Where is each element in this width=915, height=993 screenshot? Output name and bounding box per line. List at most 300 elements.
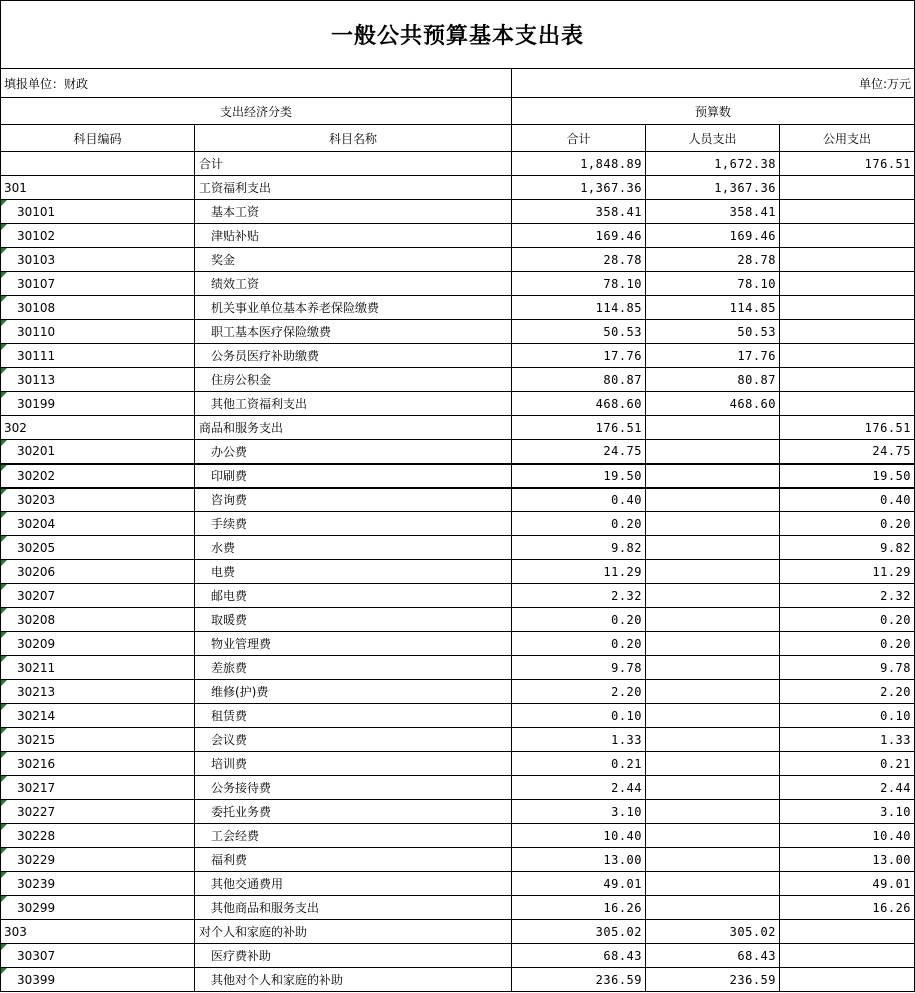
cell-personnel-text: 1,367.36 [714, 180, 776, 195]
header-budget: 预算数 [512, 98, 915, 125]
cell-name-text: 公务员医疗补助缴费 [211, 349, 320, 363]
cell-public [780, 872, 915, 896]
table-row [1, 776, 915, 800]
cell-code [1, 680, 195, 704]
cell-name-text: 福利费 [211, 853, 248, 867]
cell-total [512, 728, 646, 752]
table-row [1, 608, 915, 632]
cell-personnel [646, 392, 780, 416]
cell-name-text: 其他对个人和家庭的补助 [211, 973, 344, 987]
header-name: 科目名称 [195, 125, 512, 152]
cell-marker-icon [1, 392, 7, 398]
table-row [1, 248, 915, 272]
cell-public-text: 176.51 [864, 156, 912, 171]
cell-total-text: 78.10 [603, 276, 642, 291]
cell-name-text: 手续费 [211, 517, 248, 531]
cell-name [195, 344, 512, 368]
cell-public-text: 13.00 [872, 852, 912, 867]
cell-total-text: 11.29 [603, 564, 642, 579]
cell-name [195, 488, 512, 512]
cell-marker-icon [1, 536, 7, 542]
cell-code-text: 30216 [17, 756, 56, 771]
cell-public [780, 920, 915, 944]
cell-total-text: 9.82 [611, 540, 642, 555]
cell-personnel [646, 824, 780, 848]
cell-code [1, 560, 195, 584]
table-row [1, 392, 915, 416]
cell-marker-icon [1, 440, 7, 446]
cell-name-text: 基本工资 [211, 205, 260, 219]
cell-name-text: 绩效工资 [211, 277, 260, 291]
cell-total [512, 584, 646, 608]
cell-public [780, 968, 915, 992]
cell-name-text: 商品和服务支出 [199, 421, 284, 435]
cell-public [780, 536, 915, 560]
cell-public [780, 752, 915, 776]
cell-personnel [646, 896, 780, 920]
cell-personnel [646, 488, 780, 512]
cell-personnel-text: 1,672.38 [714, 156, 776, 171]
cell-total [512, 368, 646, 392]
table-row [1, 488, 915, 512]
cell-personnel [646, 776, 780, 800]
cell-total [512, 656, 646, 680]
cell-code-text: 30228 [17, 828, 56, 843]
group-header-row [1, 98, 915, 125]
cell-total [512, 176, 646, 200]
table-row [1, 152, 915, 176]
cell-code-text: 30209 [17, 636, 56, 651]
cell-code [1, 296, 195, 320]
cell-name-text: 其他商品和服务支出 [211, 901, 320, 915]
cell-name [195, 296, 512, 320]
cell-code-text: 30299 [17, 900, 56, 915]
cell-marker-icon [1, 680, 7, 686]
cell-total-text: 19.50 [603, 468, 642, 483]
cell-personnel [646, 368, 780, 392]
table-row [1, 512, 915, 536]
cell-marker-icon [1, 656, 7, 662]
cell-code-text: 30205 [17, 540, 56, 555]
meta-row [1, 69, 915, 98]
cell-name [195, 632, 512, 656]
cell-total-text: 0.20 [611, 636, 642, 651]
table-row [1, 704, 915, 728]
cell-name [195, 536, 512, 560]
cell-public [780, 176, 915, 200]
cell-total [512, 608, 646, 632]
cell-marker-icon [1, 968, 7, 974]
cell-public [780, 728, 915, 752]
cell-code-text: 30229 [17, 852, 56, 867]
cell-name-text: 租赁费 [211, 709, 248, 723]
cell-public [780, 632, 915, 656]
cell-public [780, 392, 915, 416]
table-row [1, 584, 915, 608]
cell-name-text: 公务接待费 [211, 781, 272, 795]
cell-personnel [646, 728, 780, 752]
cell-total-text: 176.51 [595, 420, 642, 435]
unit-label: 单位:万元 [512, 69, 915, 98]
cell-code [1, 488, 195, 512]
table-row [1, 872, 915, 896]
cell-code [1, 416, 195, 440]
cell-public [780, 248, 915, 272]
cell-code [1, 896, 195, 920]
cell-code [1, 632, 195, 656]
cell-total [512, 632, 646, 656]
cell-public-text: 0.10 [880, 708, 912, 723]
cell-marker-icon [1, 320, 7, 326]
cell-total-text: 2.20 [611, 684, 642, 699]
cell-code [1, 944, 195, 968]
cell-total [512, 248, 646, 272]
cell-total [512, 416, 646, 440]
cell-name-text: 职工基本医疗保险缴费 [211, 325, 332, 339]
cell-name [195, 728, 512, 752]
cell-code-text: 30239 [17, 876, 56, 891]
cell-personnel [646, 968, 780, 992]
cell-public [780, 944, 915, 968]
cell-public [780, 584, 915, 608]
cell-marker-icon [1, 512, 7, 518]
cell-personnel-text: 236.59 [729, 972, 776, 987]
cell-code-text: 30215 [17, 732, 56, 747]
cell-code-text: 30211 [17, 660, 56, 675]
cell-code-text: 30101 [17, 204, 56, 219]
cell-public [780, 776, 915, 800]
cell-code [1, 368, 195, 392]
cell-code [1, 800, 195, 824]
table-row [1, 632, 915, 656]
cell-code-text: 30214 [17, 708, 56, 723]
cell-name [195, 968, 512, 992]
cell-total-text: 0.20 [611, 516, 642, 531]
cell-total [512, 152, 646, 176]
cell-total-text: 17.76 [603, 348, 642, 363]
table-row [1, 560, 915, 584]
cell-personnel-text: 305.02 [729, 924, 776, 939]
cell-total-text: 2.32 [611, 588, 642, 603]
cell-total [512, 704, 646, 728]
cell-personnel-text: 17.76 [737, 348, 776, 363]
cell-name-text: 物业管理费 [211, 637, 272, 651]
cell-total-text: 0.21 [611, 756, 642, 771]
cell-code [1, 464, 195, 488]
cell-personnel [646, 680, 780, 704]
table-row [1, 536, 915, 560]
cell-code-text: 30206 [17, 564, 56, 579]
cell-personnel [646, 296, 780, 320]
cell-name-text: 电费 [211, 565, 236, 579]
cell-public-text: 0.20 [880, 516, 912, 531]
cell-total-text: 1,367.36 [580, 180, 642, 195]
cell-name [195, 800, 512, 824]
header-code: 科目编码 [1, 125, 195, 152]
cell-public-text: 16.26 [872, 900, 912, 915]
cell-total-text: 9.78 [611, 660, 642, 675]
cell-name [195, 920, 512, 944]
cell-code-text: 303 [4, 924, 27, 939]
cell-personnel [646, 848, 780, 872]
cell-code [1, 968, 195, 992]
cell-name-text: 其他交通费用 [211, 877, 284, 891]
table-row [1, 464, 915, 488]
cell-personnel [646, 704, 780, 728]
cell-personnel-text: 68.43 [737, 948, 776, 963]
cell-code [1, 512, 195, 536]
cell-name-text: 工会经费 [211, 829, 260, 843]
cell-total-text: 0.40 [611, 492, 642, 507]
cell-public-text: 176.51 [864, 420, 912, 435]
cell-marker-icon [1, 824, 7, 830]
cell-code [1, 920, 195, 944]
cell-name [195, 704, 512, 728]
cell-code [1, 344, 195, 368]
cell-public-text: 9.82 [880, 540, 912, 555]
cell-personnel [646, 152, 780, 176]
cell-public [780, 416, 915, 440]
cell-name [195, 320, 512, 344]
cell-marker-icon [1, 776, 7, 782]
cell-personnel [646, 248, 780, 272]
table-row [1, 416, 915, 440]
cell-name [195, 200, 512, 224]
header-total: 合计 [512, 125, 646, 152]
cell-code [1, 320, 195, 344]
cell-code [1, 608, 195, 632]
cell-public [780, 272, 915, 296]
cell-code-text: 30203 [17, 492, 56, 507]
cell-total [512, 800, 646, 824]
cell-marker-icon [1, 896, 7, 902]
cell-public-text: 0.20 [880, 612, 912, 627]
cell-public-text: 0.20 [880, 636, 912, 651]
table-row [1, 968, 915, 992]
table-row [1, 848, 915, 872]
cell-marker-icon [1, 465, 7, 471]
cell-marker-icon [1, 704, 7, 710]
cell-total-text: 169.46 [595, 228, 642, 243]
cell-marker-icon [1, 248, 7, 254]
cell-code [1, 824, 195, 848]
cell-marker-icon [1, 489, 7, 495]
cell-code [1, 272, 195, 296]
cell-name [195, 560, 512, 584]
cell-public [780, 512, 915, 536]
cell-public-text: 2.20 [880, 684, 912, 699]
cell-personnel [646, 200, 780, 224]
cell-name-text: 奖金 [211, 253, 236, 267]
cell-public-text: 0.40 [880, 492, 912, 507]
cell-marker-icon [1, 632, 7, 638]
cell-name [195, 752, 512, 776]
cell-name [195, 824, 512, 848]
cell-code [1, 392, 195, 416]
cell-personnel-text: 114.85 [729, 300, 776, 315]
header-public: 公用支出 [780, 125, 915, 152]
cell-total-text: 16.26 [603, 900, 642, 915]
cell-total [512, 344, 646, 368]
cell-personnel [646, 176, 780, 200]
table-row [1, 680, 915, 704]
cell-code-text: 30102 [17, 228, 56, 243]
cell-total-text: 28.78 [603, 252, 642, 267]
cell-marker-icon [1, 848, 7, 854]
cell-personnel [646, 344, 780, 368]
cell-public-text: 2.32 [880, 588, 912, 603]
cell-code [1, 200, 195, 224]
cell-total [512, 680, 646, 704]
cell-marker-icon [1, 200, 7, 206]
cell-name [195, 512, 512, 536]
cell-public-text: 9.78 [880, 660, 912, 675]
cell-total-text: 24.75 [603, 444, 642, 459]
cell-code-text: 30399 [17, 972, 56, 987]
cell-total-text: 0.20 [611, 612, 642, 627]
cell-total [512, 512, 646, 536]
cell-public [780, 824, 915, 848]
cell-name [195, 392, 512, 416]
cell-public [780, 896, 915, 920]
cell-name [195, 608, 512, 632]
cell-total-text: 80.87 [603, 372, 642, 387]
cell-code-text: 30201 [17, 444, 56, 459]
cell-name-text: 印刷费 [211, 469, 248, 483]
table-row [1, 176, 915, 200]
cell-code [1, 728, 195, 752]
cell-personnel [646, 944, 780, 968]
cell-personnel [646, 656, 780, 680]
cell-name-text: 差旅费 [211, 661, 248, 675]
cell-public [780, 800, 915, 824]
cell-total-text: 0.10 [611, 708, 642, 723]
cell-total-text: 49.01 [603, 876, 642, 891]
cell-code [1, 656, 195, 680]
table-row [1, 296, 915, 320]
cell-marker-icon [1, 296, 7, 302]
cell-personnel-text: 358.41 [729, 204, 776, 219]
cell-personnel-text: 78.10 [737, 276, 776, 291]
cell-name-text: 其他工资福利支出 [211, 397, 308, 411]
cell-total [512, 200, 646, 224]
cell-code-text: 30103 [17, 252, 56, 267]
cell-total [512, 272, 646, 296]
filler-unit-label: 填报单位：财政 [1, 69, 512, 98]
cell-total-text: 1,848.89 [580, 156, 642, 171]
cell-public-text: 19.50 [872, 468, 912, 483]
cell-name [195, 464, 512, 488]
cell-name-text: 医疗费补助 [211, 949, 272, 963]
cell-name-text: 培训费 [211, 757, 248, 771]
cell-name [195, 944, 512, 968]
cell-marker-icon [1, 560, 7, 566]
table-row [1, 656, 915, 680]
cell-code-text: 30202 [17, 468, 56, 483]
cell-public [780, 608, 915, 632]
cell-public-text: 11.29 [872, 564, 912, 579]
cell-code [1, 536, 195, 560]
cell-name-text: 委托业务费 [211, 805, 272, 819]
cell-personnel-text: 468.60 [729, 396, 776, 411]
cell-public-text: 24.75 [872, 444, 912, 459]
cell-name [195, 872, 512, 896]
cell-public [780, 848, 915, 872]
cell-personnel-text: 169.46 [729, 228, 776, 243]
cell-total [512, 488, 646, 512]
cell-code [1, 584, 195, 608]
header-expense-category: 支出经济分类 [1, 98, 512, 125]
cell-code-text: 30227 [17, 804, 56, 819]
cell-total [512, 824, 646, 848]
table-row [1, 368, 915, 392]
cell-code-text: 30199 [17, 396, 56, 411]
cell-total [512, 968, 646, 992]
cell-name [195, 152, 512, 176]
cell-personnel [646, 416, 780, 440]
cell-name-text: 工资福利支出 [199, 181, 272, 195]
cell-code [1, 776, 195, 800]
cell-total-text: 3.10 [611, 804, 642, 819]
cell-code-text: 30204 [17, 516, 56, 531]
cell-total-text: 50.53 [603, 324, 642, 339]
cell-total [512, 224, 646, 248]
cell-code-text: 30307 [17, 948, 56, 963]
cell-code-text: 30111 [17, 348, 56, 363]
cell-public [780, 296, 915, 320]
table-row [1, 224, 915, 248]
column-header-row [1, 125, 915, 152]
cell-marker-icon [1, 800, 7, 806]
cell-name [195, 680, 512, 704]
cell-code-text: 302 [4, 420, 27, 435]
cell-name [195, 272, 512, 296]
cell-total [512, 752, 646, 776]
cell-personnel [646, 224, 780, 248]
cell-public [780, 560, 915, 584]
cell-code [1, 848, 195, 872]
cell-name-text: 住房公积金 [211, 373, 272, 387]
cell-total-text: 305.02 [595, 924, 642, 939]
cell-code [1, 752, 195, 776]
cell-marker-icon [1, 752, 7, 758]
cell-name [195, 584, 512, 608]
cell-marker-icon [1, 272, 7, 278]
cell-personnel-text: 28.78 [737, 252, 776, 267]
table-row [1, 800, 915, 824]
cell-public-text: 10.40 [872, 828, 912, 843]
cell-name-text: 水费 [211, 541, 236, 555]
cell-name-text: 会议费 [211, 733, 248, 747]
cell-total [512, 920, 646, 944]
cell-marker-icon [1, 584, 7, 590]
table-row [1, 440, 915, 464]
cell-public [780, 224, 915, 248]
cell-name-text: 办公费 [211, 444, 248, 459]
cell-marker-icon [1, 368, 7, 374]
cell-total [512, 392, 646, 416]
cell-code-text: 30108 [17, 300, 56, 315]
table-row [1, 944, 915, 968]
cell-public [780, 680, 915, 704]
cell-total-text: 1.33 [611, 732, 642, 747]
cell-total-text: 10.40 [603, 828, 642, 843]
cell-personnel [646, 512, 780, 536]
cell-total [512, 560, 646, 584]
cell-code-text: 301 [4, 180, 27, 195]
table-row [1, 320, 915, 344]
cell-public [780, 368, 915, 392]
